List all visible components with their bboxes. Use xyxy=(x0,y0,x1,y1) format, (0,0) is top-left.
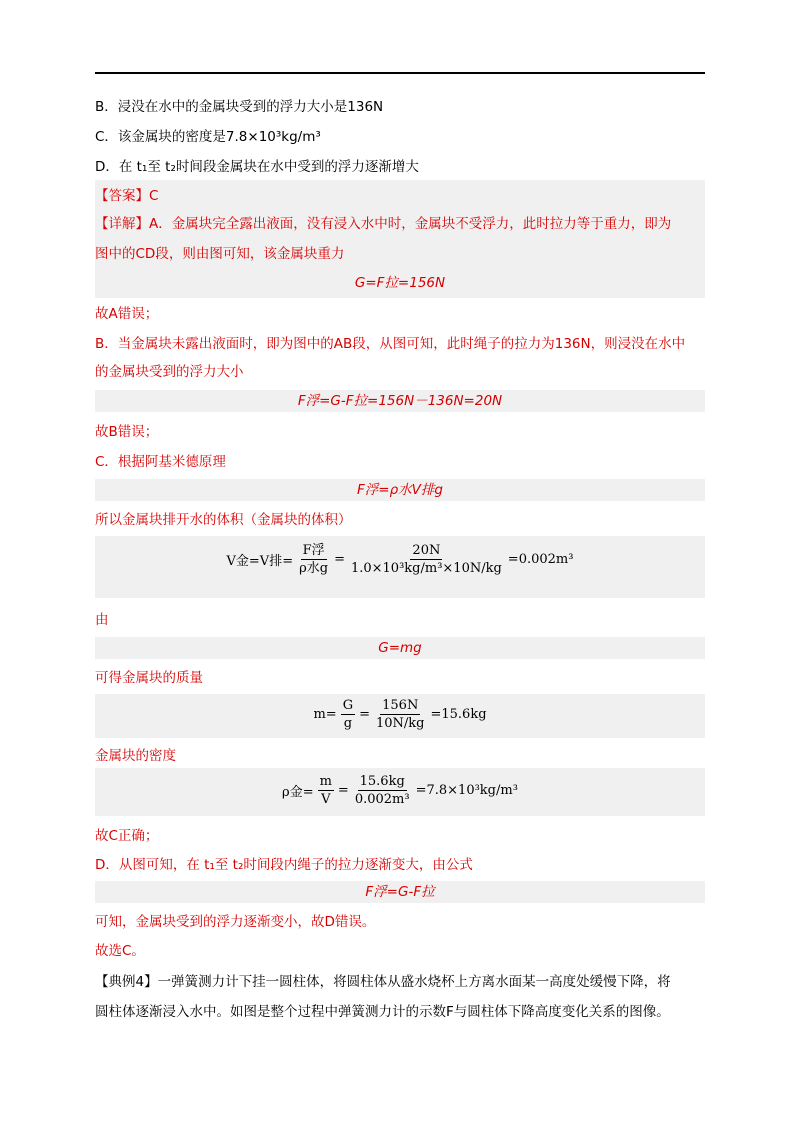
mass-den2: 10N/kg xyxy=(375,716,425,731)
option-b: B．浸没在水中的金属块受到的浮力大小是136N xyxy=(95,99,384,115)
d-line-2: 可知，金属块受到的浮力逐渐变小，故D错误。 xyxy=(95,914,376,930)
vol-num1: F浮 xyxy=(302,543,325,558)
density-eq: = xyxy=(337,783,349,798)
detail-line-1: 【详解】A．金属块完全露出液面，没有浸入水中时，金属块不受浮力，此时拉力等于重力，即为 xyxy=(95,216,672,232)
mass-num2: 156N xyxy=(382,698,419,713)
example-line-2: 圆柱体逐渐浸入水中。如图是整个过程中弹簧测力计的示数F与圆柱体下降高度变化关系的图像。 xyxy=(95,1004,670,1020)
you-line: 由 xyxy=(95,612,109,628)
vol-eq: = xyxy=(334,552,345,567)
mass-num1: G xyxy=(342,698,354,713)
mass-intro: 可得金属块的质量 xyxy=(95,670,203,686)
b-conclusion: 故B错误； xyxy=(95,424,159,440)
vol-num2: 20N xyxy=(412,543,441,558)
vol-den1: ρ水g xyxy=(299,561,329,576)
formula-density xyxy=(95,773,705,808)
density-rhs: =7.8×10³kg/m³ xyxy=(415,783,518,798)
mass-eq: = xyxy=(359,707,370,722)
header-rule xyxy=(95,72,705,74)
density-den2: 0.002m³ xyxy=(354,792,410,807)
vol-rhs: =0.002m³ xyxy=(507,552,574,567)
vol-lhs: V金=V排= xyxy=(226,554,294,569)
equation-buoyancy: F浮=G-F拉=156N－136N=20N xyxy=(297,393,503,409)
c-conclusion: 故C正确； xyxy=(95,828,159,844)
vol-den2: 1.0×10³kg/m³×10N/kg xyxy=(350,561,502,576)
b-line-2: 的金属块受到的浮力大小 xyxy=(95,364,244,380)
mass-den1: g xyxy=(343,716,353,731)
equation-weight: G=F拉=156N xyxy=(354,275,446,291)
c-line-2: 所以金属块排开水的体积（金属块的体积） xyxy=(95,512,352,528)
formula-mass xyxy=(95,697,705,732)
detail-line-2: 图中的CD段，则由图可知，该金属块重力 xyxy=(95,246,345,262)
d-line-1: D．从图可知，在 t₁至 t₂时间段内绳子的拉力逐渐变大，由公式 xyxy=(95,857,473,873)
equation-gmg: G=mg xyxy=(378,640,422,656)
equation-buoyancy-2: F浮=G-F拉 xyxy=(365,884,435,900)
density-den1: V xyxy=(321,792,331,807)
option-c: C．该金属块的密度是7.8×10³kg/m³ xyxy=(95,129,321,145)
b-line-1: B．当金属块未露出液面时，即为图中的AB段，从图可知，此时绳子的拉力为136N，则浸没在水中 xyxy=(95,336,686,352)
a-conclusion: 故A错误； xyxy=(95,306,159,322)
equation-archimedes: F浮=ρ水V排g xyxy=(357,482,443,498)
choose-line: 故选C。 xyxy=(95,943,145,959)
example-line-1: 【典例4】一弹簧测力计下挂一圆柱体，将圆柱体从盛水烧杯上方离水面某一高度处缓慢下降，将 xyxy=(95,974,671,990)
answer-label: 【答案】C xyxy=(95,188,159,204)
option-d: D．在 t₁至 t₂时间段金属块在水中受到的浮力逐渐增大 xyxy=(95,159,419,175)
density-num1: m xyxy=(319,774,332,789)
mass-lhs: m= xyxy=(313,707,337,722)
density-num2: 15.6kg xyxy=(359,774,405,789)
density-intro: 金属块的密度 xyxy=(95,748,176,764)
c-line-1: C．根据阿基米德原理 xyxy=(95,454,226,470)
mass-rhs: =15.6kg xyxy=(430,707,487,722)
density-lhs: ρ金= xyxy=(282,785,314,800)
formula-volume xyxy=(95,542,705,577)
